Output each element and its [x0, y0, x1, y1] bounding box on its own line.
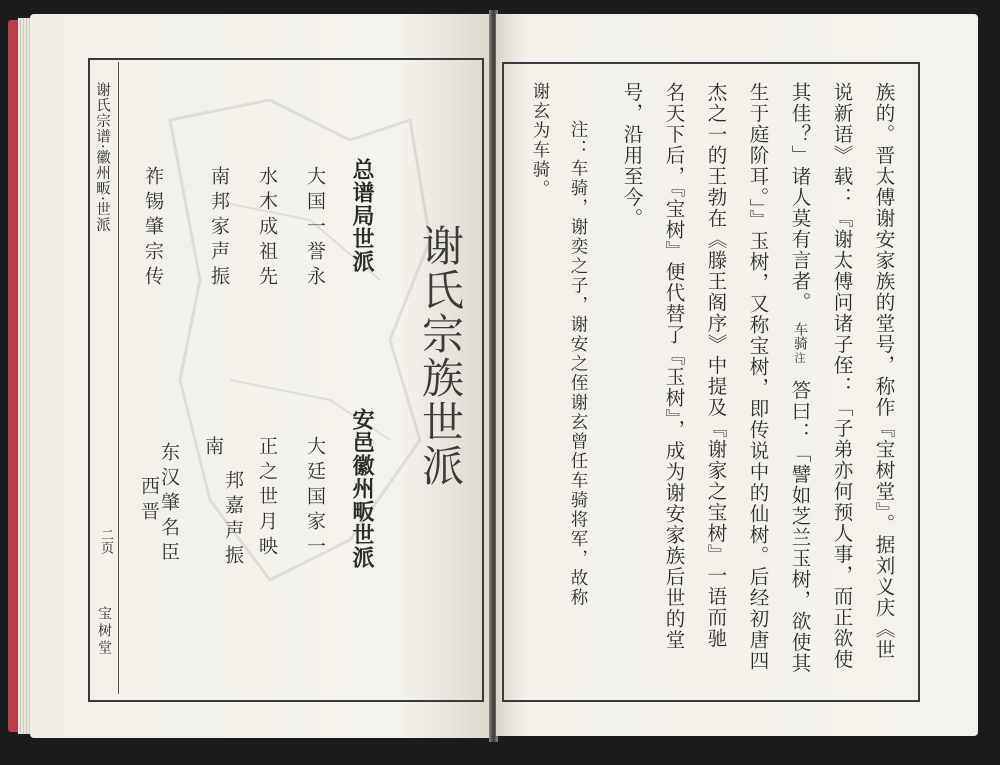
body-text-column: 杰之一的王勃在《滕王阁序》中提及『谢家之宝树』一语而驰: [704, 82, 728, 649]
body-text-column: 其佳？」诸人莫有言者。: [788, 82, 812, 313]
local-genealogy-heading: 安邑徽州畈世派: [349, 408, 374, 569]
page-number: 二页: [98, 528, 113, 554]
body-text-column: 族的。晋太傅谢安家族的堂号，称作『宝树堂』。据刘义庆《世: [872, 82, 896, 661]
local-generation-line: 西晋: [138, 476, 160, 526]
hall-name: 宝树堂: [96, 606, 112, 657]
body-text-column: 号，沿用至今。: [620, 82, 644, 229]
footnote-column: 注：车骑，谢奕之子，谢安之侄谢玄曾任车骑将军，故称: [568, 120, 588, 608]
main-title: 谢氏宗族世派: [416, 224, 465, 488]
note-marker: 注: [793, 352, 806, 363]
general-genealogy-heading: 总谱局世派: [349, 158, 374, 273]
local-generation-line: 正之世月映: [256, 436, 278, 561]
side-title: 谢氏宗谱·徽州畈·世派: [94, 82, 110, 233]
body-text-column: 说新语》载：『谢太傅问诸子侄：「子弟亦何预人事，而正欲使: [830, 82, 854, 670]
footnote-column: 谢玄为车骑。: [530, 82, 550, 199]
local-generation-line: 南: [202, 436, 224, 461]
body-text-column: 答曰：「譬如芝兰玉树，欲使其: [788, 380, 812, 674]
body-text-column: 名天下后，『宝树』便代替了『玉树』，成为谢安家族后世的堂: [662, 82, 686, 651]
local-generation-line: 大廷国家一: [304, 436, 326, 561]
faint-map-background: [150, 80, 450, 600]
annotated-word: 车骑: [792, 322, 808, 350]
local-generation-line: 邦嘉声振: [222, 470, 244, 570]
local-generation-line: 东汉肇名臣: [158, 442, 180, 567]
generation-line: 水木成祖先: [256, 166, 278, 291]
generation-line: 大国一誉永: [304, 166, 326, 291]
generation-line: 祚锡肇宗传: [142, 166, 164, 291]
body-text-column: 生于庭阶耳。」』玉树，又称宝树，即传说中的仙树。后经初唐四: [746, 82, 770, 672]
generation-line: 南邦家声振: [208, 166, 230, 291]
